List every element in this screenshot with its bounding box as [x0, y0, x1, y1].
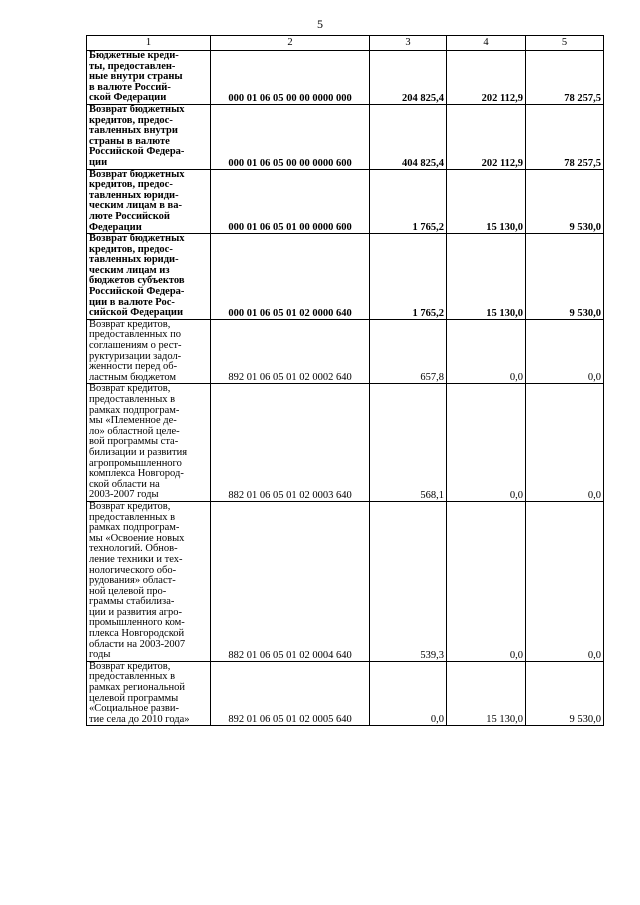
row-value-5: 0,0	[526, 501, 604, 661]
row-code: 892 01 06 05 01 02 0005 640	[211, 661, 370, 726]
table-row	[87, 234, 604, 320]
row-value-3: 404 825,4	[370, 104, 447, 169]
table-row	[87, 104, 604, 169]
page-number: 5	[317, 17, 323, 31]
row-code: 000 01 06 05 00 00 0000 000	[211, 51, 370, 105]
row-value-3: 1 765,2	[370, 234, 447, 320]
row-value-4: 0,0	[447, 319, 526, 384]
row-value-5: 78 257,5	[526, 51, 604, 105]
row-value-4: 0,0	[447, 501, 526, 661]
row-value-5: 0,0	[526, 384, 604, 502]
row-value-3: 657,8	[370, 319, 447, 384]
row-value-3: 539,3	[370, 501, 447, 661]
row-code: 000 01 06 05 00 00 0000 600	[211, 104, 370, 169]
row-value-5: 0,0	[526, 319, 604, 384]
row-value-5: 78 257,5	[526, 104, 604, 169]
row-value-3: 1 765,2	[370, 169, 447, 234]
row-name: Возврат кредитов, предоставленных по соглашениям о рест- руктуризации задол- женности перед об- ластным бюджетом	[87, 319, 211, 384]
column-number-row	[87, 36, 604, 51]
table-row	[87, 384, 604, 502]
column-header-4: 4	[447, 36, 526, 51]
row-name: Возврат бюджетных кредитов, предос- тавленных внутри страны в валюте Российской Федера- ции	[87, 104, 211, 169]
row-value-4: 202 112,9	[447, 51, 526, 105]
row-value-5: 9 530,0	[526, 169, 604, 234]
row-name: Возврат кредитов, предоставленных в рамках подпрограм- мы «Освоение новых технологий. Обнов- ление техники и тех- нологического обо- рудования» област- ной целевой про- граммы стабилиза- ции и развития агро- промышленного ком- плекса Новгородской области на 2003-2007 годы	[87, 501, 211, 661]
row-name: Бюджетные креди- ты, предоставлен- ные внутри страны в валюте Россий- ской Федерации	[87, 51, 211, 105]
row-name: Возврат кредитов, предоставленных в рамках региональной целевой программы «Социальное разви- тие села до 2010 года»	[87, 661, 211, 726]
table-row	[87, 319, 604, 384]
row-code: 882 01 06 05 01 02 0003 640	[211, 384, 370, 502]
row-code: 000 01 06 05 01 00 0000 600	[211, 169, 370, 234]
row-value-4: 15 130,0	[447, 169, 526, 234]
row-name: Возврат бюджетных кредитов, предос- тавленных юриди- ческим лицам из бюджетов субъектов Российской Федера- ции в валюте Рос- сийской Федерации	[87, 234, 211, 320]
budget-credits-table	[86, 35, 604, 726]
row-value-5: 9 530,0	[526, 661, 604, 726]
column-header-3: 3	[370, 36, 447, 51]
column-header-5: 5	[526, 36, 604, 51]
table-row	[87, 501, 604, 661]
row-value-4: 0,0	[447, 384, 526, 502]
row-value-3: 568,1	[370, 384, 447, 502]
row-code: 882 01 06 05 01 02 0004 640	[211, 501, 370, 661]
table-row	[87, 661, 604, 726]
row-value-4: 15 130,0	[447, 234, 526, 320]
row-value-5: 9 530,0	[526, 234, 604, 320]
row-value-3: 0,0	[370, 661, 447, 726]
table-row	[87, 169, 604, 234]
row-value-3: 204 825,4	[370, 51, 447, 105]
row-code: 000 01 06 05 01 02 0000 640	[211, 234, 370, 320]
row-name: Возврат кредитов, предоставленных в рамках подпрограм- мы «Племенное де- ло» областной целе- вой программы ста- билизации и развития агропромышленного комплекса Новгород- ской области на 2003-2007 годы	[87, 384, 211, 502]
table-row	[87, 51, 604, 105]
row-name: Возврат бюджетных кредитов, предос- тавленных юриди- ческим лицам в ва- люте Российской Федерации	[87, 169, 211, 234]
column-header-1: 1	[87, 36, 211, 51]
row-value-4: 15 130,0	[447, 661, 526, 726]
row-code: 892 01 06 05 01 02 0002 640	[211, 319, 370, 384]
row-value-4: 202 112,9	[447, 104, 526, 169]
column-header-2: 2	[211, 36, 370, 51]
